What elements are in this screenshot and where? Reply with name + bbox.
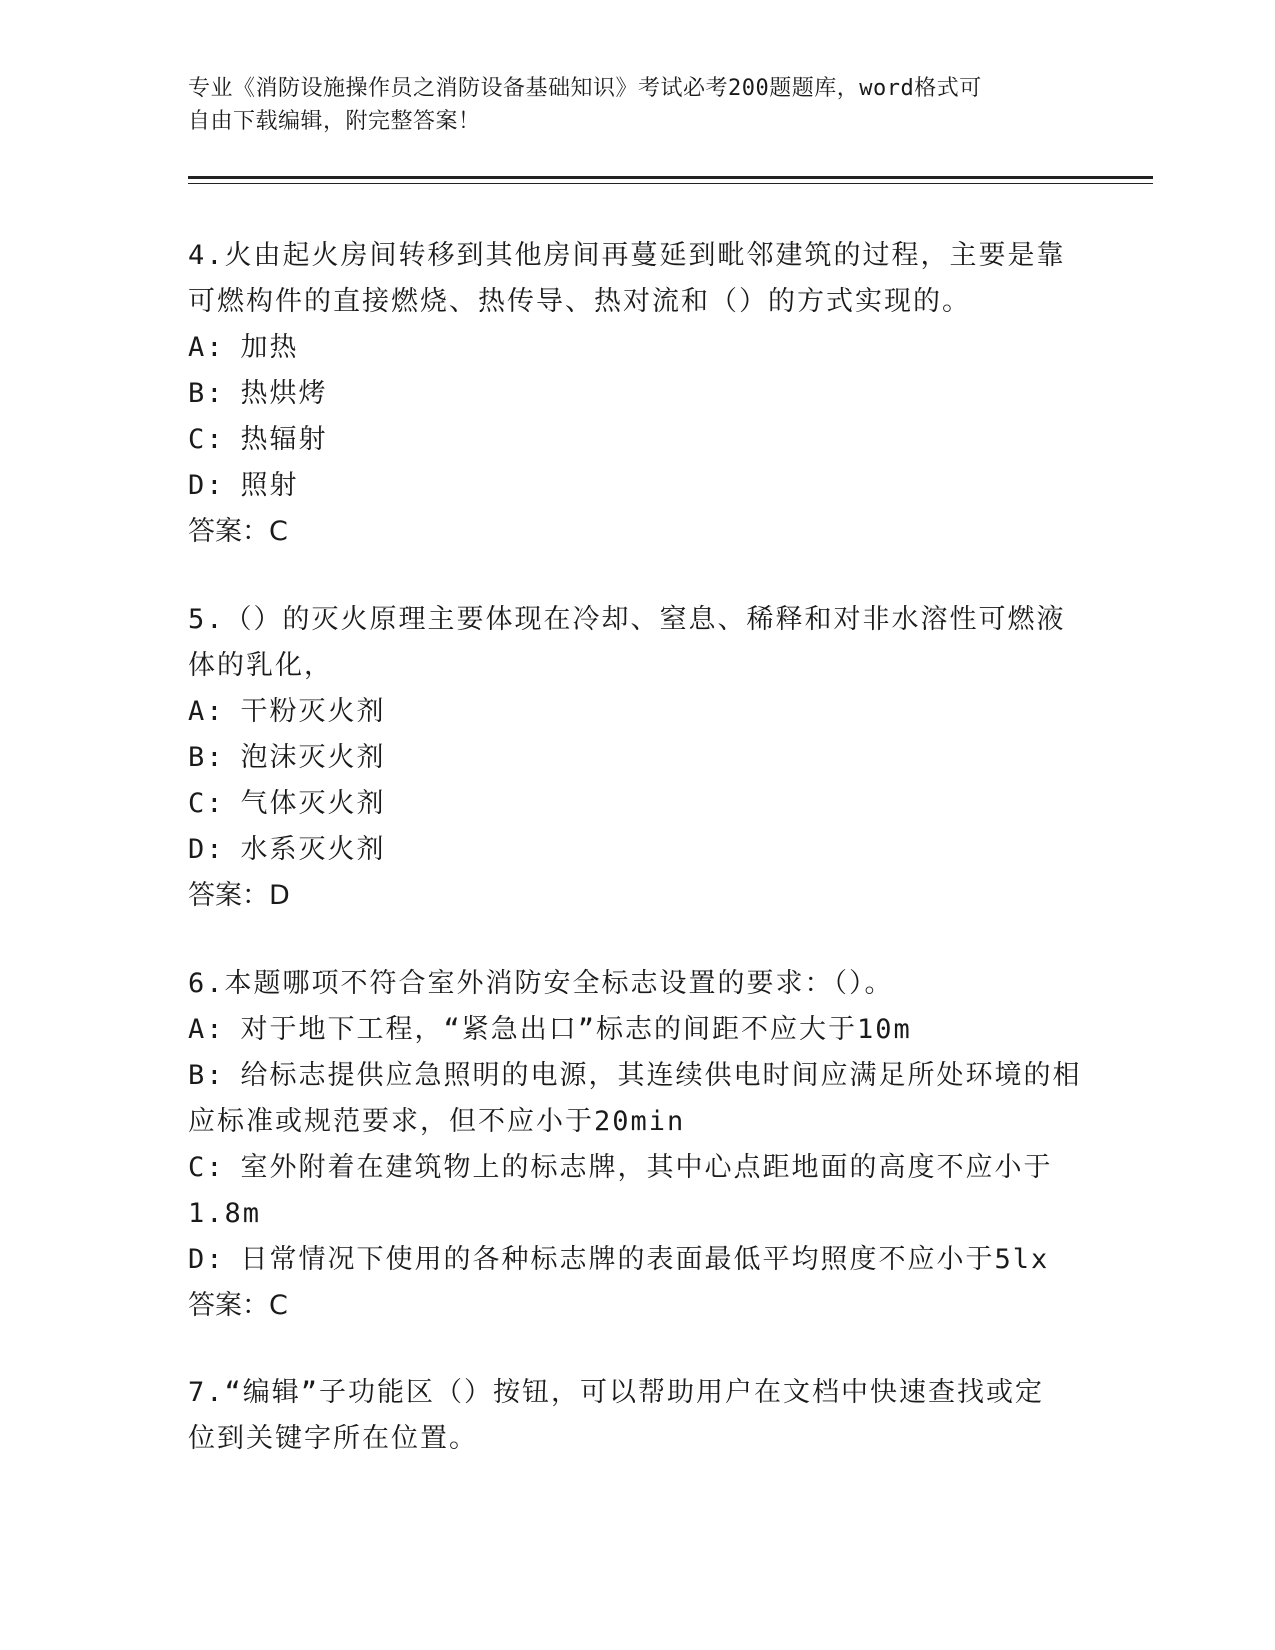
option-key: B: [188, 1060, 225, 1091]
answer-line: 答案：C [188, 1290, 288, 1321]
question-stem-line: 5.（）的灭火原理主要体现在冷却、窒息、稀释和对非水溶性可燃液 [188, 604, 1066, 635]
option-text: 加热 [240, 332, 299, 363]
option-a [188, 689, 1088, 735]
question-stem-line: 位到关键字所在位置。 [188, 1423, 478, 1454]
option-a [188, 1007, 1088, 1053]
document-header [188, 72, 1088, 138]
option-text: 干粉灭火剂 [240, 696, 386, 727]
option-key: C: [188, 1152, 225, 1183]
question-stem-line: 6.本题哪项不符合室外消防安全标志设置的要求：（）。 [188, 968, 894, 999]
option-key: D: [188, 834, 225, 865]
option-key: A: [188, 332, 225, 363]
answer-line: 答案：D [188, 880, 290, 911]
option-text: 给标志提供应急照明的电源，其连续供电时间应满足所处环境的相 [240, 1060, 1082, 1091]
option-b-continuation: 应标准或规范要求，但不应小于20min [188, 1106, 686, 1137]
header-divider-thick [188, 176, 1153, 179]
option-key: A: [188, 696, 225, 727]
option-key: D: [188, 1244, 225, 1275]
option-text: 热辐射 [240, 424, 328, 455]
question-stem-line: 7.“编辑”子功能区（）按钮，可以帮助用户在文档中快速查找或定 [188, 1377, 1045, 1408]
option-text: 水系灭火剂 [240, 834, 386, 865]
option-text: 照射 [240, 470, 299, 501]
option-key: B: [188, 378, 225, 409]
question-stem-line: 可燃构件的直接燃烧、热传导、热对流和（）的方式实现的。 [188, 286, 971, 317]
option-c-continuation: 1.8m [188, 1198, 262, 1229]
question-block [188, 597, 1088, 919]
option-text: 泡沫灭火剂 [240, 742, 386, 773]
option-text: 日常情况下使用的各种标志牌的表面最低平均照度不应小于5lx [240, 1244, 1050, 1275]
option-key: C: [188, 424, 225, 455]
option-key: A: [188, 1014, 225, 1045]
option-b [188, 735, 1088, 781]
question-stem-line: 体的乳化， [188, 650, 333, 681]
option-c [188, 417, 1088, 463]
option-text: 热烘烤 [240, 378, 328, 409]
option-text: 气体灭火剂 [240, 788, 386, 819]
option-d [188, 1237, 1088, 1283]
question-stem-line: 4.火由起火房间转移到其他房间再蔓延到毗邻建筑的过程，主要是靠 [188, 240, 1066, 271]
header-divider-thin [188, 183, 1153, 184]
answer-line: 答案：C [188, 516, 288, 547]
question-block [188, 233, 1088, 555]
header-line: 专业《消防设施操作员之消防设备基础知识》考试必考200题题库，word格式可 [188, 76, 982, 101]
option-key: D: [188, 470, 225, 501]
option-key: C: [188, 788, 225, 819]
option-c [188, 1145, 1088, 1191]
option-key: B: [188, 742, 225, 773]
option-b [188, 1053, 1088, 1099]
option-a [188, 325, 1088, 371]
option-text: 对于地下工程，“紧急出口”标志的间距不应大于10m [240, 1014, 912, 1045]
header-line: 自由下载编辑，附完整答案！ [188, 109, 481, 134]
question-block [188, 961, 1088, 1329]
option-d [188, 827, 1088, 873]
option-c [188, 781, 1088, 827]
question-block [188, 1370, 1088, 1462]
option-text: 室外附着在建筑物上的标志牌，其中心点距地面的高度不应小于 [240, 1152, 1053, 1183]
option-b [188, 371, 1088, 417]
option-d [188, 463, 1088, 509]
